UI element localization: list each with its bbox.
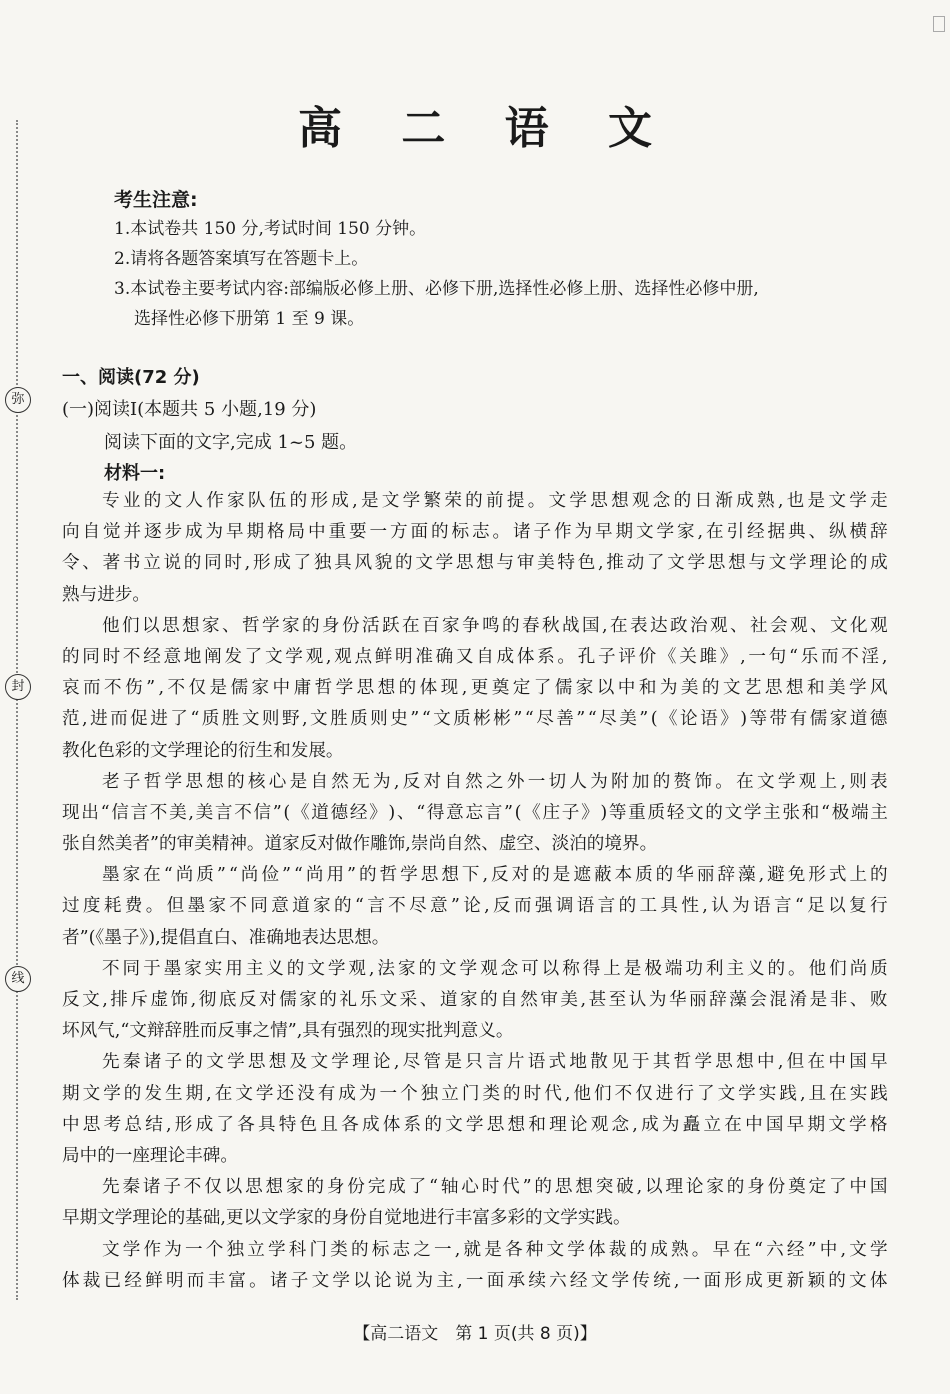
passage-line: 范 , 进 而 促 进 了 “ 质 胜 文 则 野 , 文 胜 质 则 史 ” “ 文 质 彬 彬 ” “ 尽 善 ” “ 尽 美 ” ( 《 论 语 》 ) 等 带 有 儒 家 道 德: [62, 709, 888, 730]
passage-line: 专 业 的 文 人 作 家 队 伍 的 形 成 , 是 文 学 繁 荣 的 前 提 。 文 学 思 想 观 念 的 日 渐 成 熟 , 也 是 文 学 走: [102, 491, 888, 511]
passage-line: 局中的一座理论丰碑。: [62, 1145, 238, 1166]
passage-line: 现 出 “ 信 言 不 美 , 美 言 不 信 ” ( 《 道 德 经 》 ) 、 “ 得 意 忘 言 ” ( 《 庄 子 》 ) 等 重 质 轻 文 的 文 学 主 张 和 “ 极 端 主: [62, 802, 888, 823]
page-title: 高 二 语 文: [298, 103, 674, 154]
notice-heading: 考生注意:: [114, 189, 198, 211]
passage-line: 中 思 考 总 结 , 形 成 了 各 具 特 色 且 各 成 体 系 的 文 学 思 想 和 理 论 观 念 , 成 为 矗 立 在 中 国 早 期 文 学 格: [62, 1114, 888, 1135]
passage-line: 先 秦 诸 子 的 文 学 思 想 及 文 学 理 论 , 尽 管 是 只 言 片 语 式 地 散 见 于 其 哲 学 思 想 中 , 但 在 中 国 早: [102, 1052, 888, 1073]
page-footer: 【高二语文 第 1 页(共 8 页)】: [353, 1324, 597, 1344]
section-heading: 一、阅读(72 分): [62, 367, 200, 388]
notice-item: 选择性必修下册第 1 至 9 课。: [134, 309, 365, 329]
passage-line: 张自然美者”的审美精神。道家反对做作雕饰,崇尚自然、虚空、淡泊的境界。: [62, 834, 658, 855]
passage-line: 他 们 以 思 想 家 、 哲 学 家 的 身 份 活 跃 在 百 家 争 鸣 的 春 秋 战 国 , 在 表 达 政 治 观 、 社 会 观 、 文 化 观: [102, 615, 888, 636]
passage-line: 反 文 , 排 斥 虚 饰 , 彻 底 反 对 儒 家 的 礼 乐 文 采 、 道 家 的 自 然 审 美 , 甚 至 认 为 华 丽 辞 藻 会 混 淆 是 非 、 败: [62, 990, 888, 1010]
passage-line: 墨 家 在 “ 尚 质 ” “ 尚 俭 ” “ 尚 用 ” 的 哲 学 思 想 下 , 反 对 的 是 遮 蔽 本 质 的 华 丽 辞 藻 , 避 免 形 式 上 的: [102, 865, 888, 886]
candidate-notice: [114, 186, 894, 334]
passage-line: 先 秦 诸 子 不 仅 以 思 想 家 的 身 份 完 成 了 “ 轴 心 时 代 ” 的 思 想 突 破 , 以 理 论 家 的 身 份 奠 定 了 中 国: [102, 1177, 888, 1198]
passage-line: 文 学 作 为 一 个 独 立 学 科 门 类 的 标 志 之 一 , 就 是 各 种 文 学 体 裁 的 成 熟 。 早 在 “ 六 经 ” 中 , 文 学: [102, 1239, 888, 1260]
binding-line: [16, 120, 18, 1300]
passage-line: 期 文 学 的 发 生 期 , 在 文 学 还 没 有 成 为 一 个 独 立 门 类 的 时 代 , 他 们 不 仅 进 行 了 文 学 实 践 , 且 在 实 践: [62, 1083, 888, 1104]
passage-line: 者”(《墨子》),提倡直白、准确地表达思想。: [62, 927, 390, 948]
passage-line: 令 、 著 书 立 说 的 同 时 , 形 成 了 独 具 风 貌 的 文 学 思 想 与 审 美 特 色 , 推 动 了 文 学 思 想 与 文 学 理 论 的 成: [62, 553, 888, 574]
binding-mark: 封: [5, 674, 31, 700]
passage-line: 不 同 于 墨 家 实 用 主 义 的 文 学 观 , 法 家 的 文 学 观 念 可 以 称 得 上 是 极 端 功 利 主 义 的 。 他 们 尚 质: [102, 958, 888, 979]
binding-mark: 弥: [5, 387, 31, 413]
corner-mark: [933, 16, 945, 32]
subsection-heading: (一)阅读Ⅰ(本题共 5 小题,19 分): [62, 399, 317, 420]
material-label: 材料一:: [104, 463, 166, 484]
reading-instruction: 阅读下面的文字,完成 1~5 题。: [104, 432, 358, 453]
passage-line: 的 同 时 不 经 意 地 阐 发 了 文 学 观 , 观 点 鲜 明 准 确 又 自 成 体 系 。 孔 子 评 价 《 关 雎 》 , 一 句 “ 乐 而 不 淫 ,: [62, 646, 888, 667]
binding-mark: 线: [5, 966, 31, 992]
passage-line: 早期文学理论的基础,更以文学家的身份自觉地进行丰富多彩的文学实践。: [62, 1208, 631, 1229]
notice-item: 1.本试卷共 150 分,考试时间 150 分钟。: [114, 219, 427, 239]
notice-item: 2.请将各题答案填写在答题卡上。: [114, 249, 369, 269]
notice-item: 3.本试卷主要考试内容:部编版必修上册、必修下册,选择性必修上册、选择性必修中册,: [114, 279, 759, 299]
passage-line: 体 裁 已 经 鲜 明 而 丰 富 。 诸 子 文 学 以 论 说 为 主 , 一 面 承 续 六 经 文 学 传 统 , 一 面 形 成 更 新 颖 的 文 体: [62, 1270, 888, 1291]
passage-line: 哀 而 不 伤 ” , 不 仅 是 儒 家 中 庸 哲 学 思 想 的 体 现 , 更 奠 定 了 儒 家 以 中 和 为 美 的 文 艺 思 想 和 美 学 风: [62, 678, 888, 699]
reading-passage: [62, 486, 888, 1297]
passage-line: 向 自 觉 并 逐 步 成 为 早 期 格 局 中 重 要 一 方 面 的 标 志 。 诸 子 作 为 早 期 文 学 家 , 在 引 经 据 典 、 纵 横 辞: [62, 522, 888, 543]
passage-line: 老 子 哲 学 思 想 的 核 心 是 自 然 无 为 , 反 对 自 然 之 外 一 切 人 为 附 加 的 赘 饰 。 在 文 学 观 上 , 则 表: [102, 771, 888, 792]
passage-line: 过 度 耗 费 。 但 墨 家 不 同 意 道 家 的 “ 言 不 尽 意 ” 论 , 反 而 强 调 语 言 的 工 具 性 , 认 为 语 言 “ 足 以 复 行: [62, 896, 888, 917]
passage-line: 熟与进步。: [62, 584, 150, 605]
passage-line: 教化色彩的文学理论的衍生和发展。: [62, 740, 344, 761]
passage-line: 坏风气,“文辩辞胜而反事之情”,具有强烈的现实批判意义。: [62, 1021, 514, 1042]
